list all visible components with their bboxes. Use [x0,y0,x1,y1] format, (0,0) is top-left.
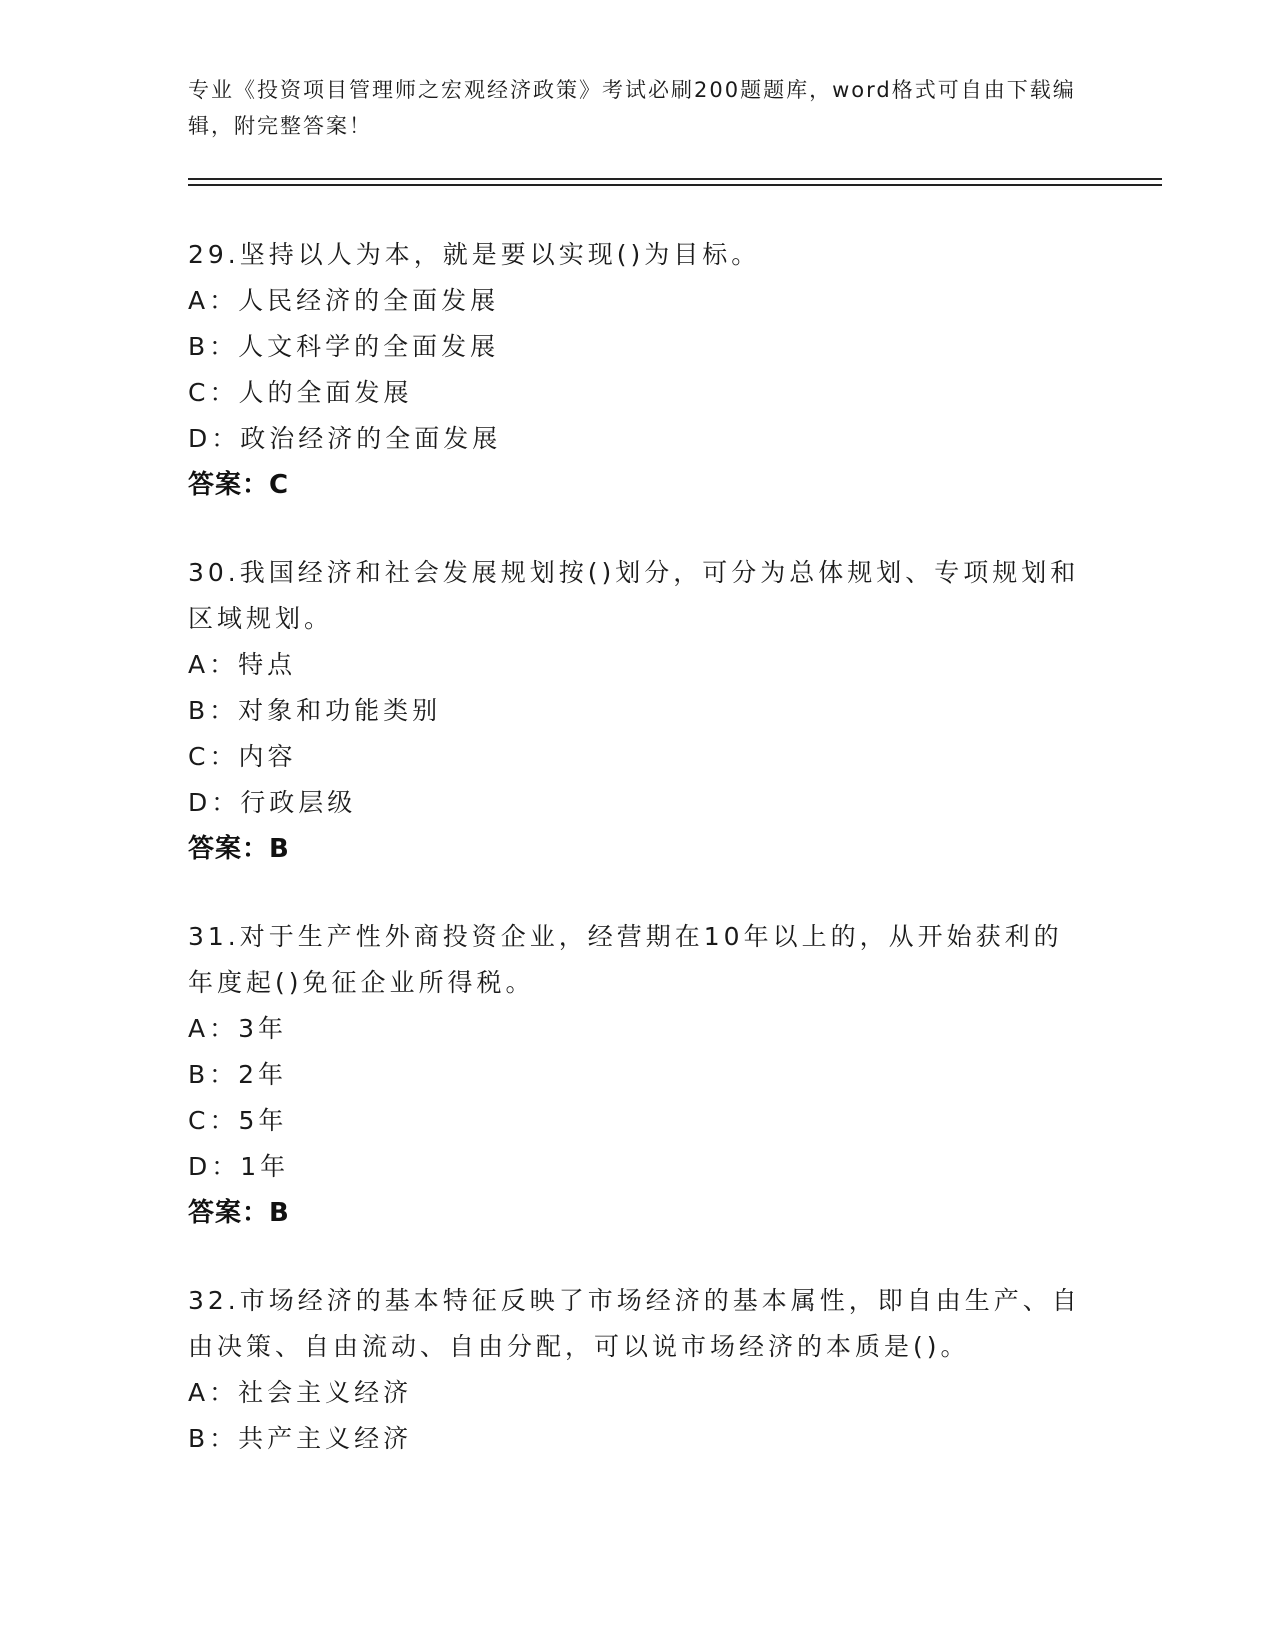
question-text: 30.我国经济和社会发展规划按()划分，可分为总体规划、专项规划和区域规划。 [188,558,1080,633]
option-a: A：特点 [188,650,297,679]
question-text: 31.对于生产性外商投资企业，经营期在10年以上的，从开始获利的年度起()免征企业所得税。 [188,922,1063,997]
option-c: C：5年 [188,1106,288,1135]
option-c: C：内容 [188,742,297,771]
option-d: D：1年 [188,1152,290,1181]
option-d: D：政治经济的全面发展 [188,424,502,453]
document-header: 专业《投资项目管理师之宏观经济政策》考试必刷200题题库，word格式可自由下载编辑，附完整答案！ [188,78,1076,138]
option-d: D：行政层级 [188,788,357,817]
option-a: A：社会主义经济 [188,1378,413,1407]
option-a: A：人民经济的全面发展 [188,286,500,315]
question-text: 32.市场经济的基本特征反映了市场经济的基本属性，即自由生产、自由决策、自由流动、自由分配，可以说市场经济的本质是()。 [188,1286,1081,1361]
question-text: 29.坚持以人为本，就是要以实现()为目标。 [188,240,761,269]
option-a: A：3年 [188,1014,288,1043]
option-b: B：2年 [188,1060,288,1089]
header-divider-top [188,178,1162,180]
question-30 [188,550,1088,872]
header-divider-bottom [188,184,1162,186]
question-list [188,232,1088,1504]
option-b: B：人文科学的全面发展 [188,332,500,361]
question-32 [188,1278,1088,1462]
question-29 [188,232,1088,508]
question-31 [188,914,1088,1236]
answer-line: 答案：C [188,470,290,500]
answer-line: 答案：B [188,834,290,864]
option-b: B：对象和功能类别 [188,696,442,725]
option-b: B：共产主义经济 [188,1424,413,1453]
answer-line: 答案：B [188,1198,290,1228]
option-c: C：人的全面发展 [188,378,413,407]
